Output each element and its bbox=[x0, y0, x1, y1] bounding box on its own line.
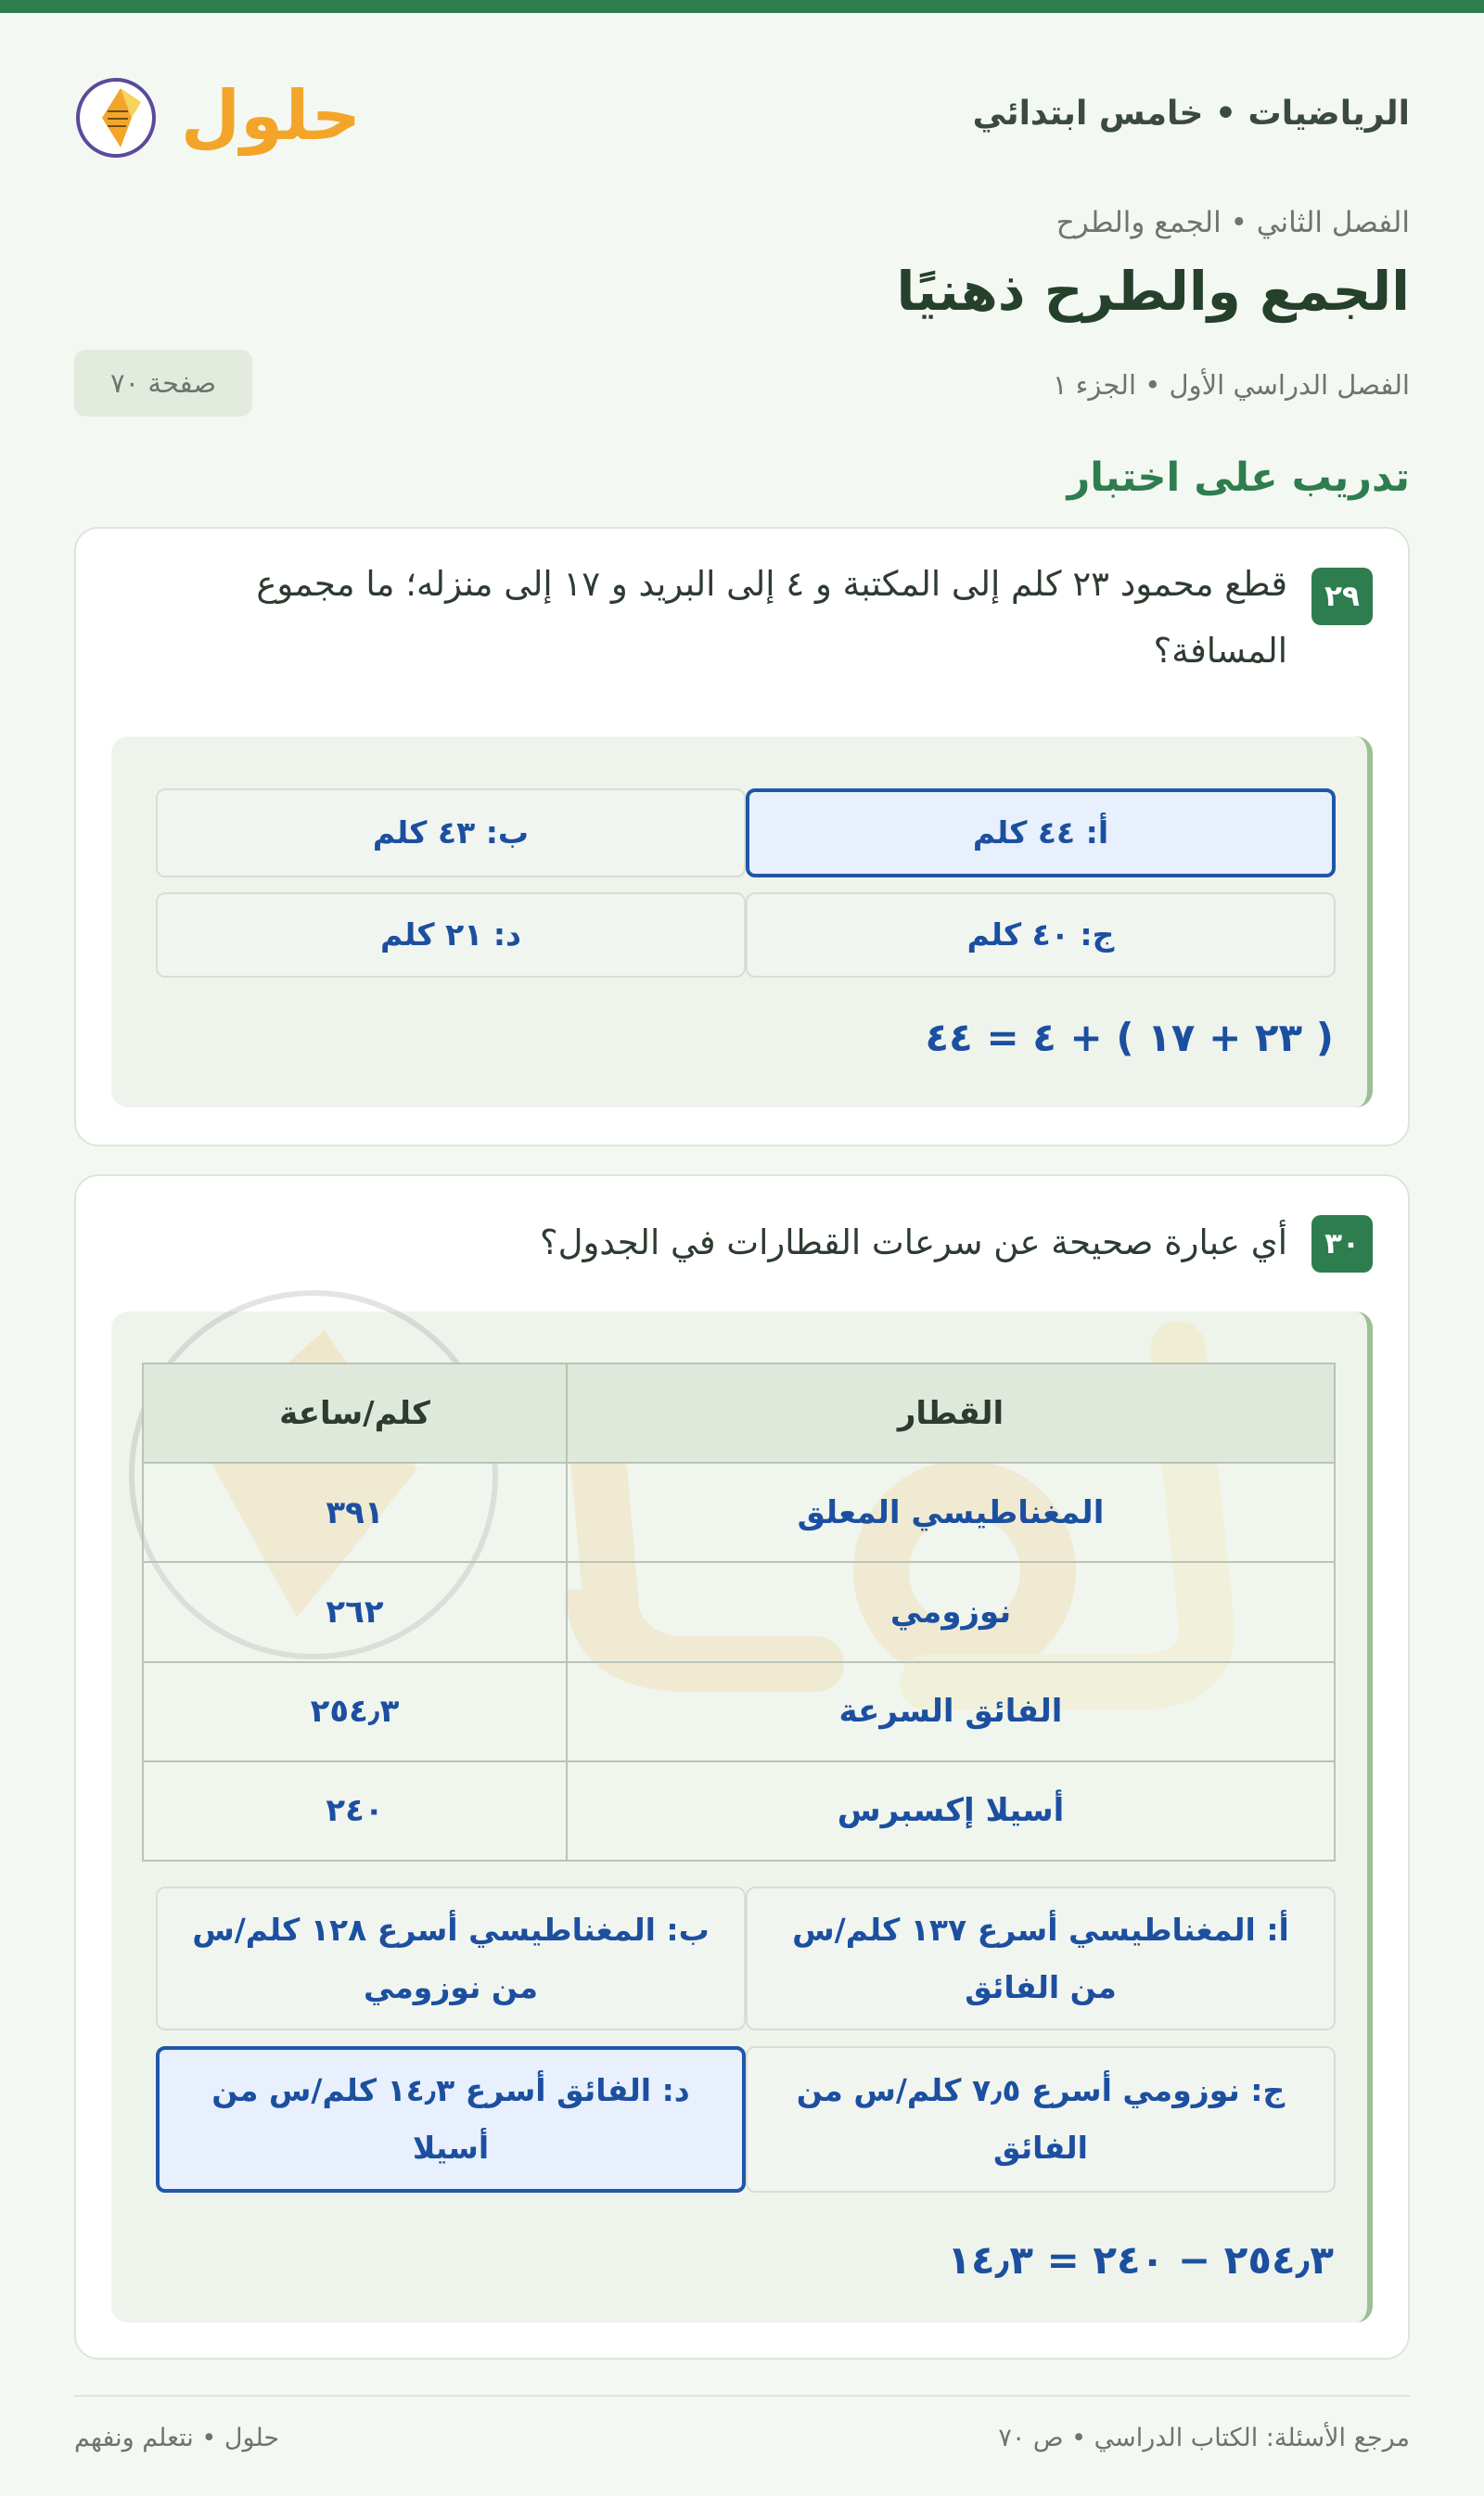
table-header-train: القطار bbox=[567, 1363, 1335, 1463]
question-card-30 bbox=[74, 1174, 1410, 2360]
top-accent-bar bbox=[0, 0, 1484, 13]
solution-equation: ٢٥٤٫٣ − ٢٤٠ = ١٤٫٣ bbox=[947, 2237, 1334, 2283]
table-row bbox=[143, 1562, 1335, 1661]
train-speed: ٢٦٢ bbox=[143, 1562, 567, 1661]
hulul-logo[interactable] bbox=[74, 65, 362, 167]
term-info: الفصل الدراسي الأول • الجزء ١ bbox=[1052, 369, 1410, 401]
train-name: نوزومي bbox=[567, 1562, 1335, 1661]
question-card-29 bbox=[74, 527, 1410, 1146]
table-row bbox=[143, 1463, 1335, 1562]
train-speed: ٢٤٠ bbox=[143, 1761, 567, 1861]
page-header bbox=[74, 65, 1410, 167]
table-row bbox=[143, 1662, 1335, 1761]
train-speed: ٣٩١ bbox=[143, 1463, 567, 1562]
solution-equation: ( ٢٣ + ١٧ ) + ٤ = ٤٤ bbox=[925, 1015, 1334, 1060]
table-header-speed: كلم/ساعة bbox=[143, 1363, 567, 1463]
subject-label: الرياضيات • خامس ابتدائي bbox=[972, 95, 1410, 133]
section-title: تدريب على اختبار bbox=[1067, 454, 1410, 501]
option-d[interactable]: د: ٢١ كلم bbox=[156, 892, 746, 978]
option-c[interactable]: ج: ٤٠ كلم bbox=[746, 892, 1336, 978]
question-text: أي عبارة صحيحة عن سرعات القطارات في الجدول؟ bbox=[539, 1222, 1287, 1262]
option-d[interactable]: د: الفائق أسرع ١٤٫٣ كلم/س من أسيلا bbox=[156, 2046, 746, 2193]
answer-box bbox=[111, 1312, 1373, 2323]
breadcrumb: الفصل الثاني • الجمع والطرح bbox=[1055, 206, 1410, 239]
question-text: قطع محمود ٢٣ كلم إلى المكتبة و ٤ إلى البريد و ١٧ إلى منزله؛ ما مجموع المسافة؟ bbox=[256, 564, 1287, 671]
table-header-row bbox=[143, 1363, 1335, 1463]
answer-box bbox=[111, 736, 1373, 1107]
table-row bbox=[143, 1761, 1335, 1861]
train-name: أسيلا إكسبرس bbox=[567, 1761, 1335, 1861]
question-number-badge: ٢٩ bbox=[1311, 568, 1373, 625]
footer-brand: حلول • نتعلم ونفهم bbox=[74, 2424, 280, 2452]
train-name: المغناطيسي المعلق bbox=[567, 1463, 1335, 1562]
footer-reference: مرجع الأسئلة: الكتاب الدراسي • ص ٧٠ bbox=[998, 2424, 1410, 2452]
page-number-badge: صفحة ٧٠ bbox=[74, 350, 252, 416]
train-speeds-table bbox=[142, 1363, 1336, 1862]
option-c[interactable]: ج: نوزومي أسرع ٧٫٥ كلم/س من الفائق bbox=[746, 2046, 1336, 2193]
option-a[interactable]: أ: ٤٤ كلم bbox=[746, 788, 1336, 877]
footer-divider bbox=[74, 2395, 1410, 2397]
page-title: الجمع والطرح ذهنيًا bbox=[896, 260, 1410, 323]
option-b[interactable]: ب: المغناطيسي أسرع ١٢٨ كلم/س من نوزومي bbox=[156, 1887, 746, 2030]
option-a[interactable]: أ: المغناطيسي أسرع ١٣٧ كلم/س من الفائق bbox=[746, 1887, 1336, 2030]
logo-text: حلول bbox=[180, 76, 362, 156]
option-b[interactable]: ب: ٤٣ كلم bbox=[156, 788, 746, 877]
train-speed: ٢٥٤٫٣ bbox=[143, 1662, 567, 1761]
question-number-badge: ٣٠ bbox=[1311, 1215, 1373, 1273]
train-name: الفائق السرعة bbox=[567, 1662, 1335, 1761]
